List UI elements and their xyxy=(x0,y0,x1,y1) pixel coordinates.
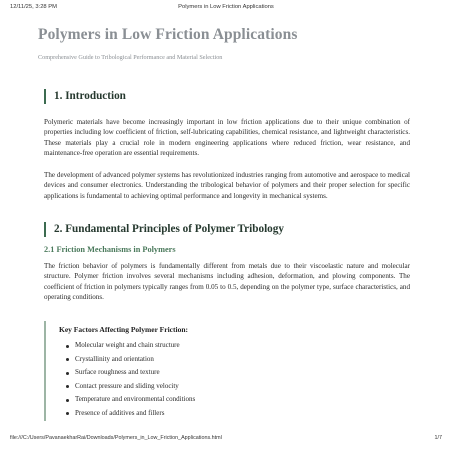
print-header xyxy=(10,4,442,14)
key-factors-list xyxy=(66,339,195,421)
intro-paragraph-1: Polymeric materials have become increasingly important in low friction applications due to their unique combination of properties including low coefficient of friction, self-lubricating capabilities, chemical resistance, and lightweight characteristics. These materials play a crucial role in modern engineering applications where reduced friction, wear resistance, and maintenance-free operation are essential requirements. xyxy=(44,118,410,158)
print-header-title: Polymers in Low Friction Applications xyxy=(178,4,274,10)
bullet-icon xyxy=(66,372,69,375)
key-factors-box xyxy=(44,321,412,421)
print-file-path: file:///C:/Users/PavanaekharRai/Downloads/Polymers_in_Low_Friction_Applications.html xyxy=(10,435,222,441)
list-item-label: Contact pressure and sliding velocity xyxy=(75,381,179,390)
subsection-heading-friction-mechanisms: 2.1 Friction Mechanisms in Polymers xyxy=(44,245,176,254)
print-footer xyxy=(10,435,442,445)
list-item-label: Crystallinity and orientation xyxy=(75,354,154,363)
section-heading-tribology: 2. Fundamental Principles of Polymer Tribology xyxy=(44,222,284,237)
list-item xyxy=(66,366,195,380)
bullet-icon xyxy=(66,412,69,415)
section-heading-introduction: 1. Introduction xyxy=(44,89,126,104)
intro-paragraph-2: The development of advanced polymer systems has revolutionized industries ranging from automotive and aerospace to medical devices and consumer electronics. Understanding the tribological behavior of polymers and their proper selection for specific applications is fundamental to achieving optimal performance and longevity in mechanical systems. xyxy=(44,171,410,200)
list-item-label: Molecular weight and chain structure xyxy=(75,341,180,349)
list-item xyxy=(66,393,195,407)
list-item xyxy=(66,353,195,367)
friction-mechanisms-paragraph: The friction behavior of polymers is fundamentally different from metals due to their viscoelastic nature and molecular structure. Polymer friction involves several mechanisms including adhesion, deformation, and plowing components. The coefficient of friction in polymers typically ranges from 0.05 to 0.5, depending on the polymer type, surface characteristics, and operating conditions. xyxy=(44,262,410,302)
bullet-icon xyxy=(66,385,69,388)
document-subtitle: Comprehensive Guide to Tribological Performance and Material Selection xyxy=(38,54,223,61)
list-item-label: Presence of additives and fillers xyxy=(75,408,165,417)
list-item xyxy=(66,339,195,353)
list-item-label: Temperature and environmental conditions xyxy=(75,395,196,404)
key-factors-title: Key Factors Affecting Polymer Friction: xyxy=(59,325,188,334)
print-datetime: 12/11/25, 3:28 PM xyxy=(10,4,57,10)
bullet-icon xyxy=(66,358,69,361)
list-item-label: Surface roughness and texture xyxy=(75,368,160,377)
list-item xyxy=(66,407,195,421)
list-item xyxy=(66,380,195,394)
page-number: 1/7 xyxy=(434,435,442,441)
document-title: Polymers in Low Friction Applications xyxy=(38,26,298,43)
bullet-icon xyxy=(66,345,69,348)
bullet-icon xyxy=(66,399,69,402)
